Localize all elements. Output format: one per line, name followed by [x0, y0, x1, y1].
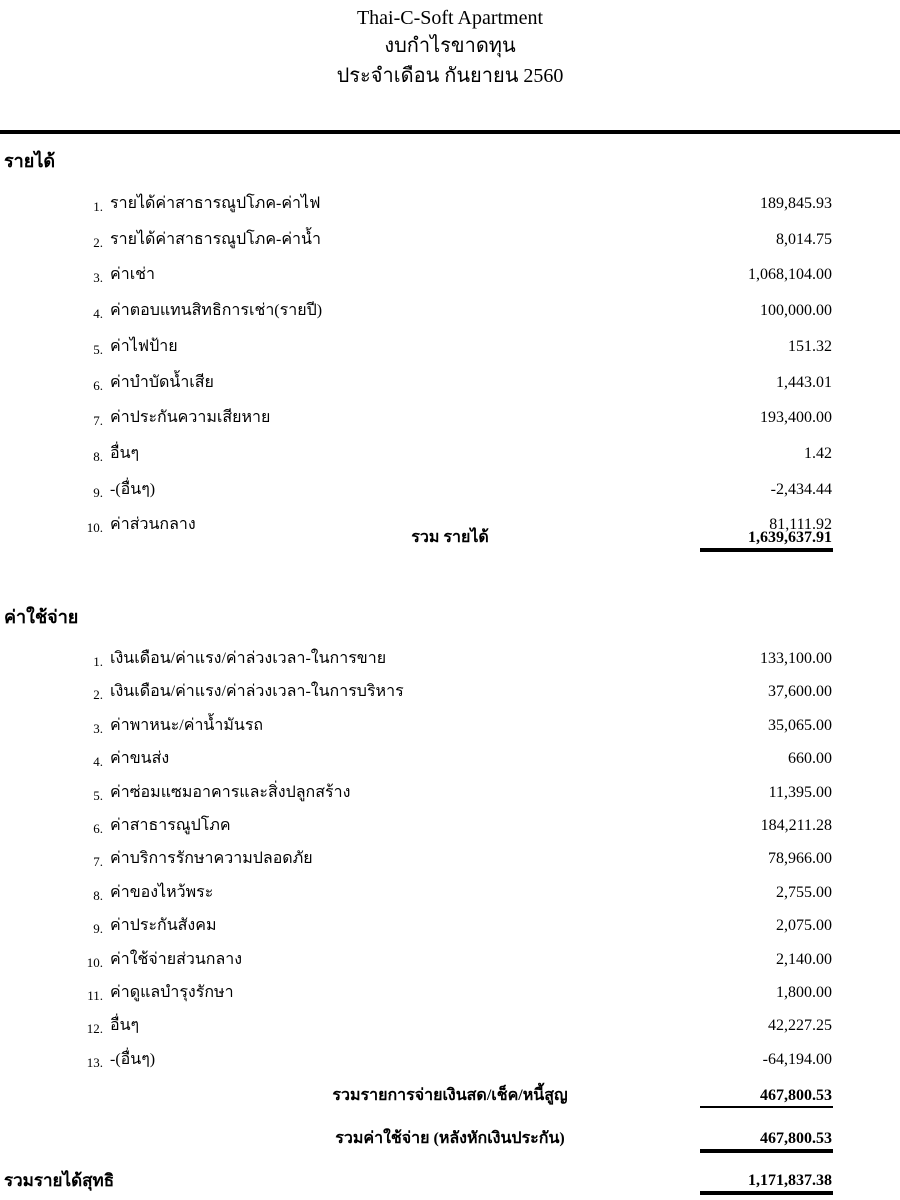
item-number: 7.	[93, 413, 103, 428]
item-label: ค่าบริการรักษาความปลอดภัย	[110, 850, 313, 867]
line-item-row	[0, 949, 900, 973]
item-number: 2.	[93, 687, 103, 702]
line-item-row	[0, 336, 900, 360]
item-label: ค่าพาหนะ/ค่าน้ำมันรถ	[110, 717, 264, 734]
item-number: 2.	[93, 235, 103, 250]
line-item-row	[0, 1015, 900, 1039]
line-item-row	[0, 782, 900, 806]
header-divider	[0, 130, 900, 134]
item-amount: 184,211.28	[760, 817, 832, 834]
total-label: รวม รายได้	[411, 529, 489, 546]
line-item-row	[0, 681, 900, 705]
item-amount: 78,966.00	[768, 850, 832, 867]
item-amount: 660.00	[788, 750, 832, 767]
line-item-row	[0, 443, 900, 467]
item-amount: 1.42	[804, 445, 832, 462]
item-number: 10.	[86, 520, 103, 535]
item-number: 5.	[93, 342, 103, 357]
line-item-row	[0, 407, 900, 431]
item-amount: 193,400.00	[760, 409, 832, 426]
item-amount: 133,100.00	[760, 650, 832, 667]
item-label: รายได้ค่าสาธารณูปโภค-ค่าไฟ	[110, 195, 321, 212]
item-amount: 42,227.25	[768, 1017, 832, 1034]
section-heading-expenses: ค่าใช้จ่าย	[4, 607, 79, 627]
item-amount: 1,068,104.00	[748, 266, 832, 283]
item-number: 6.	[93, 378, 103, 393]
item-number: 13.	[86, 1055, 103, 1070]
item-amount: 151.32	[788, 338, 832, 355]
item-label: เงินเดือน/ค่าแรง/ค่าล่วงเวลา-ในการบริหาร	[110, 683, 404, 700]
item-number: 5.	[93, 788, 103, 803]
item-label: ค่าบำบัดน้ำเสีย	[110, 374, 214, 391]
item-label: ค่าใช้จ่ายส่วนกลาง	[110, 951, 243, 968]
item-number: 1.	[93, 654, 103, 669]
item-amount: 37,600.00	[768, 683, 832, 700]
item-label: ค่าขนส่ง	[110, 750, 170, 767]
total-underline	[700, 1149, 833, 1153]
item-label: อื่นๆ	[110, 1017, 140, 1034]
total-label: รวมรายการจ่ายเงินสด/เช็ค/หนี้สูญ	[332, 1087, 568, 1104]
net-income-amount: 1,171,837.38	[748, 1172, 832, 1189]
line-item-row	[0, 715, 900, 739]
total-amount: 1,639,637.91	[748, 529, 832, 546]
item-amount: 35,065.00	[768, 717, 832, 734]
item-amount: 189,845.93	[760, 195, 832, 212]
section-heading-revenue: รายได้	[4, 151, 56, 171]
item-number: 12.	[86, 1021, 103, 1036]
total-amount: 467,800.53	[760, 1130, 832, 1147]
item-number: 3.	[93, 721, 103, 736]
total-underline	[700, 548, 833, 552]
line-item-row	[0, 264, 900, 288]
line-item-row	[0, 229, 900, 253]
line-item-row	[0, 300, 900, 324]
item-label: ค่าตอบแทนสิทธิการเช่า(รายปี)	[110, 302, 323, 319]
line-item-row	[0, 1049, 900, 1073]
item-number: 1.	[93, 199, 103, 214]
item-number: 9.	[93, 485, 103, 500]
item-label: รายได้ค่าสาธารณูปโภค-ค่าน้ำ	[110, 231, 321, 248]
item-label: ค่าประกันความเสียหาย	[110, 409, 271, 426]
item-amount: 2,140.00	[776, 951, 832, 968]
item-amount: 81,111.92	[769, 516, 832, 533]
item-amount: 8,014.75	[776, 231, 832, 248]
item-label: ค่าไฟป้าย	[110, 338, 178, 355]
report-period: ประจำเดือน กันยายน 2560	[336, 65, 564, 87]
item-amount: 1,443.01	[776, 374, 832, 391]
item-label: ค่าดูแลบำรุงรักษา	[110, 984, 234, 1001]
item-number: 10.	[86, 955, 103, 970]
item-amount: -64,194.00	[762, 1051, 832, 1068]
item-number: 9.	[93, 921, 103, 936]
net-income-underline	[700, 1191, 833, 1195]
net-income-label: รวมรายได้สุทธิ	[4, 1171, 115, 1190]
line-item-row	[0, 479, 900, 503]
line-item-row	[0, 648, 900, 672]
item-label: ค่าเช่า	[110, 266, 155, 283]
line-item-row	[0, 982, 900, 1006]
item-number: 4.	[93, 754, 103, 769]
item-label: ค่าซ่อมแซมอาคารและสิ่งปลูกสร้าง	[110, 784, 351, 801]
item-label: -(อื่นๆ)	[110, 481, 156, 498]
item-label: ค่าของไหว้พระ	[110, 884, 214, 901]
item-label: ค่าสาธารณูปโภค	[110, 817, 231, 834]
line-item-row	[0, 882, 900, 906]
item-label: -(อื่นๆ)	[110, 1051, 156, 1068]
item-number: 4.	[93, 306, 103, 321]
item-label: อื่นๆ	[110, 445, 140, 462]
report-title: งบกำไรขาดทุน	[384, 35, 516, 57]
item-label: ค่าส่วนกลาง	[110, 516, 196, 533]
item-number: 3.	[93, 270, 103, 285]
total-underline	[700, 1106, 833, 1108]
item-amount: 100,000.00	[760, 302, 832, 319]
line-item-row	[0, 848, 900, 872]
item-label: ค่าประกันสังคม	[110, 917, 217, 934]
item-label: เงินเดือน/ค่าแรง/ค่าล่วงเวลา-ในการขาย	[110, 650, 387, 667]
line-item-row	[0, 193, 900, 217]
total-amount: 467,800.53	[760, 1087, 832, 1104]
total-label: รวมค่าใช้จ่าย (หลังหักเงินประกัน)	[335, 1130, 565, 1147]
line-item-row	[0, 915, 900, 939]
item-amount: -2,434.44	[770, 481, 832, 498]
company-name: Thai-C-Soft Apartment	[356, 7, 544, 29]
item-number: 7.	[93, 854, 103, 869]
item-amount: 1,800.00	[776, 984, 832, 1001]
item-amount: 2,755.00	[776, 884, 832, 901]
line-item-row	[0, 748, 900, 772]
line-item-row	[0, 372, 900, 396]
item-number: 8.	[93, 888, 103, 903]
line-item-row	[0, 815, 900, 839]
item-number: 11.	[87, 988, 103, 1003]
item-number: 8.	[93, 449, 103, 464]
item-amount: 2,075.00	[776, 917, 832, 934]
item-number: 6.	[93, 821, 103, 836]
item-amount: 11,395.00	[768, 784, 832, 801]
